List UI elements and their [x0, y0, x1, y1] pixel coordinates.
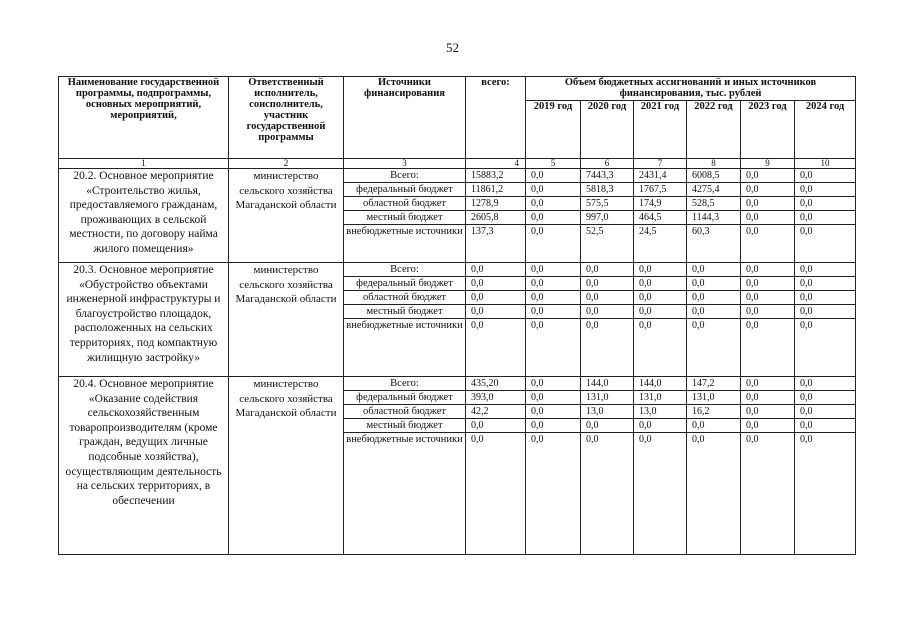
- year-value: 0,0: [634, 433, 687, 555]
- year-value: 13,0: [581, 405, 634, 419]
- year-value: 0,0: [634, 277, 687, 291]
- total-value: 435,20: [466, 377, 526, 391]
- year-value: 0,0: [526, 225, 581, 263]
- year-value: 0,0: [741, 225, 795, 263]
- total-value: 137,3: [466, 225, 526, 263]
- column-number: 2: [229, 159, 344, 169]
- header-year: 2020 год: [581, 101, 634, 159]
- header-year: 2019 год: [526, 101, 581, 159]
- measure-name: 20.4. Основное мероприятие «Оказание содействия сельскохозяйственным товаропроизводителям (кроме граждан, ведущих личные подсобные хозяйства), осуществляющим деятельность на сельских территориях, в обеспечении: [59, 377, 229, 555]
- year-value: 0,0: [687, 305, 741, 319]
- header-executor: Ответственный исполнитель, соисполнитель, участник государственной программы: [229, 77, 344, 159]
- funding-source: областной бюджет: [344, 405, 466, 419]
- year-value: 0,0: [795, 377, 856, 391]
- year-value: 0,0: [526, 211, 581, 225]
- year-value: 0,0: [741, 169, 795, 183]
- year-value: 0,0: [687, 319, 741, 377]
- year-value: 1144,3: [687, 211, 741, 225]
- executor: министерство сельского хозяйства Магаданской области: [229, 377, 344, 555]
- executor: министерство сельского хозяйства Магаданской области: [229, 263, 344, 377]
- year-value: 147,2: [687, 377, 741, 391]
- year-value: 0,0: [741, 211, 795, 225]
- year-value: 0,0: [581, 433, 634, 555]
- year-value: 0,0: [795, 419, 856, 433]
- measure-name: 20.3. Основное мероприятие «Обустройство объектами инженерной инфраструктуры и благоустройство площадок, расположенных на сельских территориях, под компактную жилищную застройку»: [59, 263, 229, 377]
- year-value: 0,0: [795, 433, 856, 555]
- year-value: 0,0: [634, 419, 687, 433]
- year-value: 0,0: [526, 277, 581, 291]
- year-value: 1767,5: [634, 183, 687, 197]
- year-value: 0,0: [795, 405, 856, 419]
- funding-source: Всего:: [344, 169, 466, 183]
- year-value: 0,0: [526, 433, 581, 555]
- year-value: 997,0: [581, 211, 634, 225]
- year-value: 0,0: [741, 263, 795, 277]
- executor: министерство сельского хозяйства Магаданской области: [229, 169, 344, 263]
- funding-source: местный бюджет: [344, 419, 466, 433]
- year-value: 144,0: [581, 377, 634, 391]
- budget-table: [58, 76, 856, 555]
- year-value: 131,0: [687, 391, 741, 405]
- year-value: 2431,4: [634, 169, 687, 183]
- year-value: 0,0: [741, 433, 795, 555]
- year-value: 0,0: [581, 291, 634, 305]
- year-value: 0,0: [687, 291, 741, 305]
- total-value: 0,0: [466, 319, 526, 377]
- column-number: 1: [59, 159, 229, 169]
- year-value: 0,0: [634, 263, 687, 277]
- year-value: 6008,5: [687, 169, 741, 183]
- funding-source: внебюджетные источники: [344, 319, 466, 377]
- total-value: 15883,2: [466, 169, 526, 183]
- year-value: 0,0: [741, 405, 795, 419]
- funding-source: внебюджетные источники: [344, 433, 466, 555]
- funding-source: внебюджетные источники: [344, 225, 466, 263]
- column-number: 7: [634, 159, 687, 169]
- year-value: 0,0: [526, 263, 581, 277]
- column-number: 6: [581, 159, 634, 169]
- year-value: 52,5: [581, 225, 634, 263]
- year-value: 0,0: [526, 405, 581, 419]
- table-row: [59, 377, 856, 391]
- total-value: 1278,9: [466, 197, 526, 211]
- year-value: 0,0: [741, 183, 795, 197]
- year-value: 0,0: [526, 419, 581, 433]
- total-value: 42,2: [466, 405, 526, 419]
- year-value: 0,0: [526, 319, 581, 377]
- total-value: 0,0: [466, 263, 526, 277]
- funding-source: областной бюджет: [344, 197, 466, 211]
- funding-source: местный бюджет: [344, 211, 466, 225]
- year-value: 0,0: [581, 419, 634, 433]
- page-number: 52: [446, 40, 459, 55]
- year-value: 0,0: [581, 263, 634, 277]
- year-value: 0,0: [526, 391, 581, 405]
- year-value: 0,0: [634, 305, 687, 319]
- year-value: 0,0: [741, 319, 795, 377]
- year-value: 0,0: [741, 197, 795, 211]
- column-number: 5: [526, 159, 581, 169]
- year-value: 0,0: [581, 319, 634, 377]
- year-value: 0,0: [795, 169, 856, 183]
- column-number: 4: [466, 159, 526, 169]
- header-year: 2021 год: [634, 101, 687, 159]
- total-value: 0,0: [466, 305, 526, 319]
- column-number: 9: [741, 159, 795, 169]
- year-value: 5818,3: [581, 183, 634, 197]
- funding-source: местный бюджет: [344, 305, 466, 319]
- header-year: 2023 год: [741, 101, 795, 159]
- column-number: 3: [344, 159, 466, 169]
- total-value: 0,0: [466, 419, 526, 433]
- table-row: [59, 263, 856, 277]
- funding-source: областной бюджет: [344, 291, 466, 305]
- header-name: Наименование государственной программы, подпрограммы, основных мероприятий, мероприятий,: [59, 77, 229, 159]
- year-value: 0,0: [526, 291, 581, 305]
- total-value: 0,0: [466, 291, 526, 305]
- header-year: 2024 год: [795, 101, 856, 159]
- year-value: 0,0: [526, 183, 581, 197]
- year-value: 7443,3: [581, 169, 634, 183]
- year-value: 0,0: [526, 305, 581, 319]
- header-year: 2022 год: [687, 101, 741, 159]
- year-value: 131,0: [581, 391, 634, 405]
- funding-source: Всего:: [344, 377, 466, 391]
- year-value: 174,9: [634, 197, 687, 211]
- table-row: [59, 169, 856, 183]
- year-value: 0,0: [526, 169, 581, 183]
- year-value: 0,0: [634, 319, 687, 377]
- year-value: 0,0: [795, 277, 856, 291]
- year-value: 131,0: [634, 391, 687, 405]
- header-total: всего:: [466, 77, 526, 159]
- year-value: 0,0: [795, 263, 856, 277]
- year-value: 0,0: [741, 419, 795, 433]
- year-value: 16,2: [687, 405, 741, 419]
- year-value: 0,0: [687, 263, 741, 277]
- year-value: 144,0: [634, 377, 687, 391]
- year-value: 4275,4: [687, 183, 741, 197]
- header-sources: Источники финансирования: [344, 77, 466, 159]
- total-value: 0,0: [466, 433, 526, 555]
- year-value: 0,0: [795, 183, 856, 197]
- year-value: 0,0: [687, 433, 741, 555]
- year-value: 13,0: [634, 405, 687, 419]
- year-value: 0,0: [741, 291, 795, 305]
- column-number: 8: [687, 159, 741, 169]
- year-value: 0,0: [795, 319, 856, 377]
- funding-source: федеральный бюджет: [344, 391, 466, 405]
- header-volume: Объем бюджетных ассигнований и иных источников финансирования, тыс. рублей: [526, 77, 856, 101]
- year-value: 528,5: [687, 197, 741, 211]
- year-value: 0,0: [795, 291, 856, 305]
- year-value: 0,0: [526, 377, 581, 391]
- year-value: 0,0: [795, 391, 856, 405]
- total-value: 393,0: [466, 391, 526, 405]
- measure-name: 20.2. Основное мероприятие «Строительство жилья, предоставляемого гражданам, проживающих в сельской местности, по договору найма жилого помещения»: [59, 169, 229, 263]
- year-value: 464,5: [634, 211, 687, 225]
- total-value: 11861,2: [466, 183, 526, 197]
- year-value: 0,0: [581, 305, 634, 319]
- column-number: 10: [795, 159, 856, 169]
- year-value: 0,0: [741, 391, 795, 405]
- total-value: 2605,8: [466, 211, 526, 225]
- funding-source: федеральный бюджет: [344, 183, 466, 197]
- year-value: 0,0: [795, 211, 856, 225]
- funding-source: федеральный бюджет: [344, 277, 466, 291]
- year-value: 0,0: [687, 277, 741, 291]
- year-value: 0,0: [581, 277, 634, 291]
- year-value: 0,0: [795, 197, 856, 211]
- year-value: 0,0: [741, 377, 795, 391]
- year-value: 0,0: [795, 225, 856, 263]
- funding-source: Всего:: [344, 263, 466, 277]
- year-value: 575,5: [581, 197, 634, 211]
- year-value: 0,0: [795, 305, 856, 319]
- year-value: 0,0: [741, 277, 795, 291]
- year-value: 0,0: [526, 197, 581, 211]
- year-value: 60,3: [687, 225, 741, 263]
- year-value: 24,5: [634, 225, 687, 263]
- table-body: [59, 169, 856, 555]
- year-value: 0,0: [741, 305, 795, 319]
- total-value: 0,0: [466, 277, 526, 291]
- year-value: 0,0: [634, 291, 687, 305]
- year-value: 0,0: [687, 419, 741, 433]
